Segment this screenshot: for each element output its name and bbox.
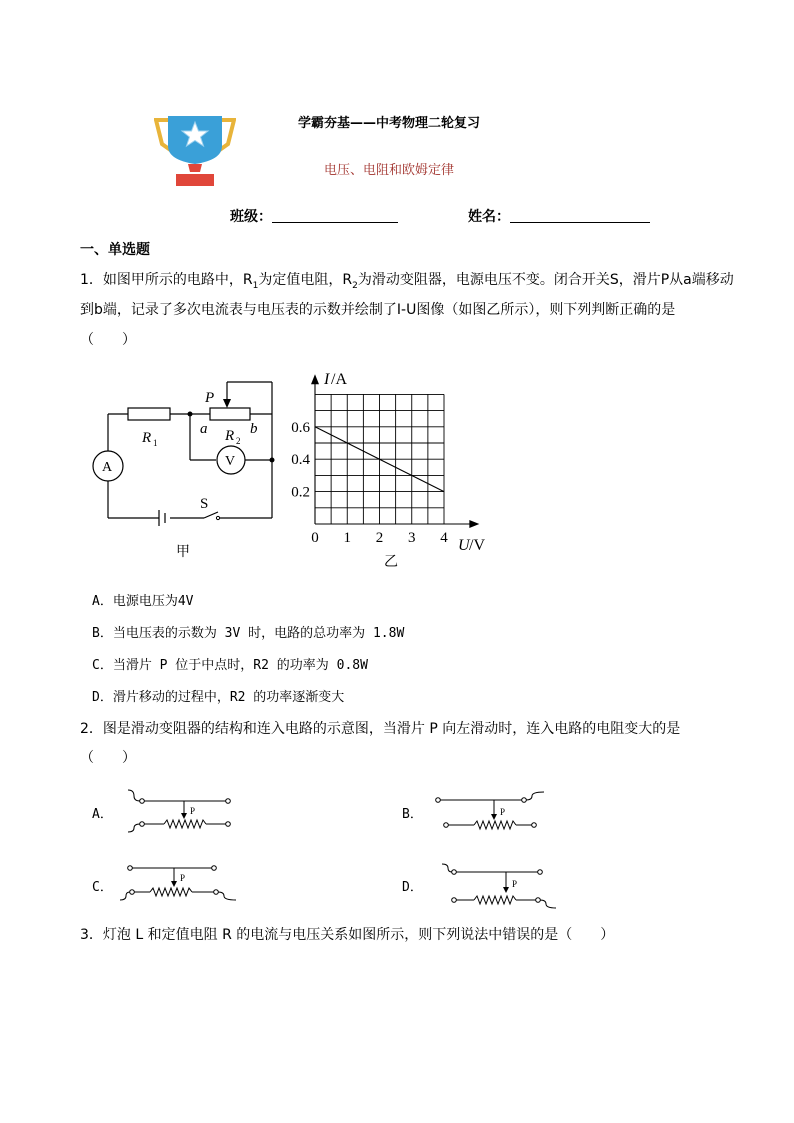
q2-option-d-label[interactable]: D． xyxy=(402,880,423,895)
y-axis-label-i: I xyxy=(324,371,330,388)
end-b-label: b xyxy=(250,421,258,437)
name-label: 姓名： xyxy=(468,209,510,225)
circuit-caption: 甲 xyxy=(176,544,190,560)
x-tick-label: 0 xyxy=(311,530,319,546)
q1-option-d[interactable]: D．滑片移动的过程中，R2 的功率逐渐变大 xyxy=(92,690,345,705)
ammeter-icon: A xyxy=(102,460,113,475)
series-title: 学霸夯基——中考物理二轮复习 xyxy=(298,116,481,131)
q1-text-a: 如图甲所示的电路中，R xyxy=(102,272,253,288)
circuit-diagram xyxy=(92,372,288,564)
x-tick-label: 3 xyxy=(408,530,416,546)
q1-option-a[interactable]: A．电源电压为4V xyxy=(92,594,194,609)
end-a-label: a xyxy=(200,421,208,437)
voltmeter-icon: V xyxy=(225,454,236,469)
q1-sub1: 1 xyxy=(252,280,259,291)
switch-label: S xyxy=(200,496,209,512)
q2-option-c-rheostat[interactable] xyxy=(118,860,240,906)
class-label: 班级： xyxy=(230,209,272,225)
class-input-line[interactable] xyxy=(272,222,398,223)
q2-number: 2． xyxy=(80,721,103,737)
q2-line1 xyxy=(80,719,680,739)
y-axis-arrow xyxy=(311,374,319,384)
q1-text-c: 为滑动变阻器，电源电压不变。闭合开关S，滑片P从a端移动 xyxy=(357,272,734,288)
q3-text: 灯泡 L 和定值电阻 R 的电流与电压关系如图所示，则下列说法中错误的是（ ） xyxy=(102,927,615,943)
y-tick-label: 0.4 xyxy=(291,452,310,469)
q1-number: 1． xyxy=(80,272,103,288)
q2-option-b-label[interactable]: B． xyxy=(402,807,423,822)
q1-answer-paren: （ ） xyxy=(80,332,136,348)
q2-option-b-rheostat[interactable] xyxy=(432,790,548,836)
q2-option-c-label[interactable]: C． xyxy=(92,880,113,895)
q2-option-b-p: P xyxy=(500,807,506,817)
q2-option-c-p: P xyxy=(180,873,186,883)
q2-answer-paren: （ ） xyxy=(80,750,136,766)
q1-line2: 到b端，记录了多次电流表与电压表的示数并绘制了I-U图像（如图乙所示），则下列判断正确的是 xyxy=(80,302,676,318)
q1-option-c[interactable]: C．当滑片 P 位于中点时，R2 的功率为 0.8W xyxy=(92,658,368,673)
q3-line1 xyxy=(80,925,614,945)
section-title: 一、单选题 xyxy=(80,242,150,258)
r1-label: R xyxy=(142,430,152,446)
q2-option-a-p: P xyxy=(190,806,196,816)
x-axis-arrow xyxy=(469,520,479,528)
q1-sub2: 2 xyxy=(352,280,358,291)
q2-text: 图是滑动变阻器的结构和连入电路的示意图，当滑片 P 向左滑动时，连入电路的电阻变大的是 xyxy=(102,721,681,737)
x-tick-label: 2 xyxy=(375,530,384,546)
graph-caption: 乙 xyxy=(384,554,398,570)
class-field xyxy=(230,207,398,227)
slider-label-p: P xyxy=(205,390,215,406)
trophy-logo xyxy=(154,114,236,188)
x-axis-label-unit: /V xyxy=(469,537,485,554)
graph-axes xyxy=(311,374,479,528)
name-input-line[interactable] xyxy=(510,222,650,223)
x-tick-label: 1 xyxy=(343,530,351,546)
q1-line1 xyxy=(80,270,734,296)
r1-subscript: 1 xyxy=(153,438,158,448)
y-tick-label: 0.2 xyxy=(291,484,310,501)
q2-option-a-label[interactable]: A． xyxy=(92,807,113,822)
q3-number: 3． xyxy=(80,927,103,943)
y-axis-label-unit: /A xyxy=(331,371,347,388)
q1-text-b: 为定值电阻，R xyxy=(258,272,353,288)
iu-graph xyxy=(286,368,496,574)
x-axis-label-u: U xyxy=(458,537,470,554)
q2-option-d-p: P xyxy=(512,879,518,889)
r2-label: R xyxy=(225,428,235,444)
q2-option-a-rheostat[interactable] xyxy=(124,788,236,834)
topic-title: 电压、电阻和欧姆定律 xyxy=(324,163,455,178)
q2-option-d-rheostat[interactable] xyxy=(440,860,558,910)
y-tick-label: 0.6 xyxy=(291,419,310,436)
q1-option-b[interactable]: B．当电压表的示数为 3V 时，电路的总功率为 1.8W xyxy=(92,626,405,641)
x-tick-label: 4 xyxy=(440,530,448,546)
r2-subscript: 2 xyxy=(236,436,241,446)
name-field xyxy=(468,207,650,227)
